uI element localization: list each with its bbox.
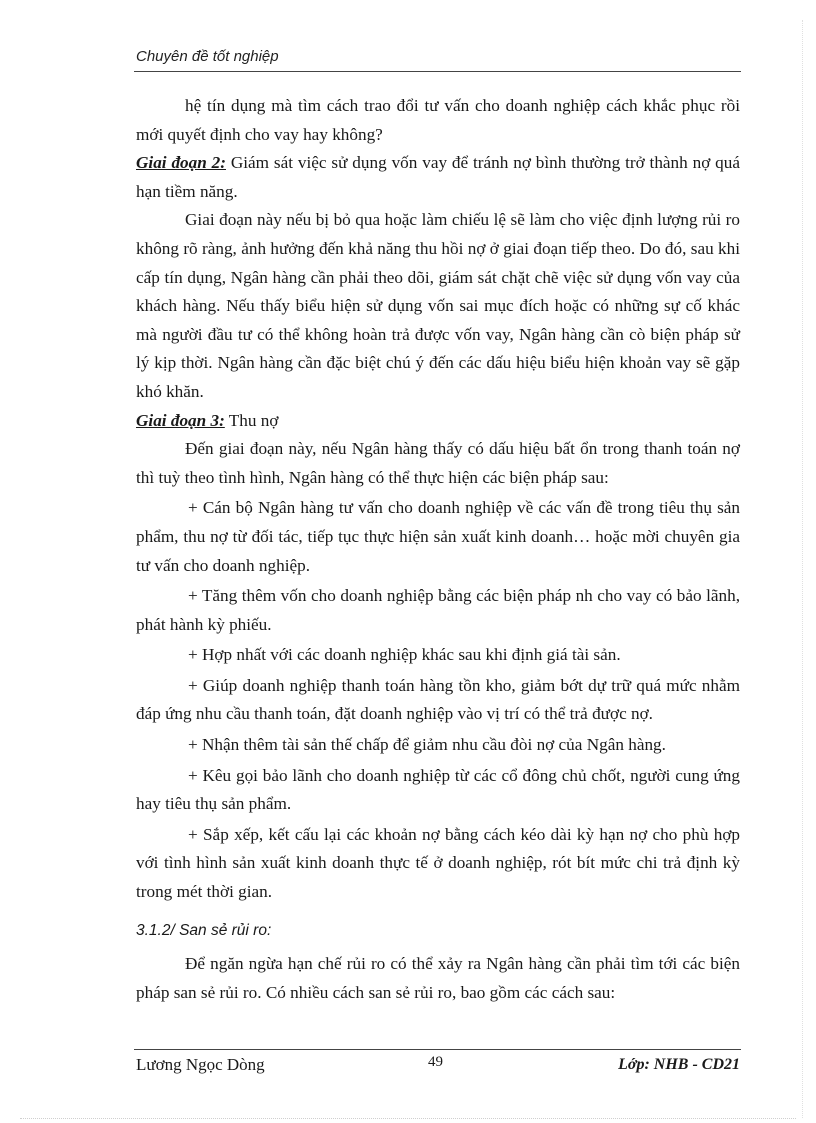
page-bottom-edge — [20, 1118, 796, 1119]
footer-class-label: Lớp: NHB - CD21 — [618, 1056, 740, 1073]
footer-divider — [134, 1049, 741, 1050]
measure-item: + Nhận thêm tài sản thế chấp để giảm nhu cầu đòi nợ của Ngân hàng. — [188, 735, 666, 755]
paragraph-continuation: hệ tín dụng mà tìm cách trao đổi tư vấn cho doanh nghiệp cách khắc phục rồi mới quyết định cho vay hay không? — [136, 96, 740, 144]
stage-3-paragraph — [136, 407, 740, 436]
document-header-title: Chuyên đề tốt nghiệp — [136, 48, 279, 65]
page-body — [136, 92, 740, 1007]
page-number: 49 — [428, 1054, 443, 1070]
stage-3-intro: Đến giai đoạn này, nếu Ngân hàng thấy có dấu hiệu bất ổn trong thanh toán nợ thì tuỳ theo tình hình, Ngân hàng có thể thực hiện các biện pháp sau: — [136, 439, 740, 487]
footer-author: Lương Ngọc Dòng — [136, 1055, 265, 1074]
measure-item: + Cán bộ Ngân hàng tư vấn cho doanh nghiệp về các vấn đề trong tiêu thụ sản phẩm, thu nợ từ đối tác, tiếp tục thực hiện sản xuất kinh doanh… hoặc mời chuyên gia tư vấn cho doanh nghiệp. — [136, 498, 740, 575]
header-divider — [134, 71, 741, 72]
stage-3-label: Giai đoạn 3: — [136, 410, 225, 430]
stage-2-text: Giám sát việc sử dụng vốn vay để tránh nợ bình thường trở thành nợ quá hạn tiềm năng. — [136, 153, 740, 201]
section-heading: 3.1.2/ San sẻ rủi ro: — [136, 921, 272, 939]
measure-item: + Sắp xếp, kết cấu lại các khoản nợ bằng cách kéo dài kỳ hạn nợ cho phù hợp với tình hình sản xuất kinh doanh thực tế ở doanh nghiệp, rót bít mức chi trả định kỳ trong mét thời gian. — [136, 824, 740, 902]
stage-3-text: Thu nợ — [224, 410, 279, 430]
page-right-edge — [802, 20, 803, 1118]
stage-2-label: Giai đoạn 2: — [136, 153, 226, 173]
measure-item: + Giúp doanh nghiệp thanh toán hàng tồn kho, giảm bớt dự trữ quá mức nhằm đáp ứng nhu cầu thanh toán, đặt doanh nghiệp vào vị trí có thể trả được nợ. — [136, 675, 740, 724]
stage-2-paragraph — [136, 149, 740, 206]
measure-item: + Tăng thêm vốn cho doanh nghiệp bằng các biện pháp nh cho vay có bảo lãnh, phát hành kỳ phiếu. — [136, 586, 740, 634]
measure-item: + Kêu gọi bảo lãnh cho doanh nghiệp từ các cổ đông chủ chốt, người cung ứng hay tiêu thụ sản phẩm. — [136, 765, 740, 814]
section-paragraph: Để ngăn ngừa hạn chế rủi ro có thể xảy ra Ngân hàng cần phải tìm tới các biện pháp san sẻ rủi ro. Có nhiều cách san sẻ rủi ro, bao gồm các cách sau: — [136, 954, 740, 1002]
stage-2-description: Giai đoạn này nếu bị bỏ qua hoặc làm chiếu lệ sẽ làm cho việc định lượng rủi ro không rõ ràng, ảnh hưởng đến khả năng thu hồi nợ ở giai đoạn tiếp theo. Do đó, sau khi cấp tín dụng, Ngân hàng cần phải theo dõi, giám sát chặt chẽ việc sử dụng vốn vay của khách hàng. Nếu thấy biểu hiện sử dụng vốn sai mục đích hoặc có những sự cố khác mà người đầu tư có thể không hoàn trả được vốn vay, Ngân hàng cần cò biện pháp sử lý kịp thời. Ngân hàng cần đặc biệt chú ý đến các dấu hiệu biểu hiện khoản vay sẽ gặp khó khăn. — [136, 210, 740, 401]
measure-item: + Hợp nhất với các doanh nghiệp khác sau khi định giá tài sản. — [188, 645, 621, 665]
